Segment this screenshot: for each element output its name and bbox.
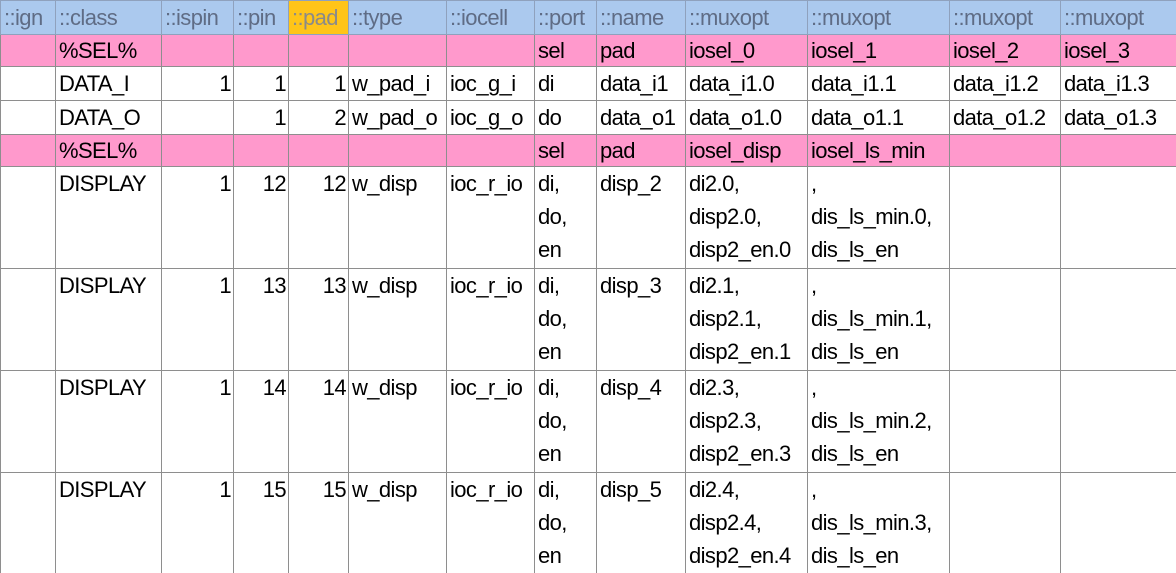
cell[interactable] [162,135,234,167]
cell[interactable]: 13 [289,269,349,371]
cell[interactable]: 2 [289,101,349,135]
sel-row [1,35,1176,67]
cell-line: di, [538,375,560,400]
cell-line: , [811,273,817,298]
cell[interactable] [1,269,56,371]
column-header-pad[interactable]: ::pad [289,1,349,35]
cell[interactable]: DISPLAY [56,269,162,371]
cell[interactable] [1,101,56,135]
cell-line: en [538,237,562,262]
cell[interactable] [808,371,950,473]
cell[interactable] [1,67,56,101]
data-row [1,371,1176,473]
cell[interactable]: w_disp [349,371,447,473]
cell[interactable]: 1 [162,269,234,371]
cell-line: disp2_en.3 [689,441,791,466]
header-row [1,1,1176,35]
cell[interactable]: data_o1.2 [950,101,1061,135]
column-header-type[interactable]: ::type [349,1,447,35]
cell-line: di2.0, [689,171,740,196]
cell[interactable]: ioc_r_io [447,269,535,371]
cell[interactable]: ioc_g_i [447,67,535,101]
cell[interactable] [1061,269,1176,371]
cell[interactable]: w_pad_i [349,67,447,101]
cell[interactable] [162,101,234,135]
cell[interactable] [535,269,597,371]
cell[interactable] [950,371,1061,473]
cell[interactable]: 14 [289,371,349,473]
cell[interactable] [447,35,535,67]
column-header-class[interactable]: ::class [56,1,162,35]
cell[interactable] [1061,167,1176,269]
cell[interactable] [349,35,447,67]
cell-line: disp2.4, [689,510,762,535]
cell[interactable] [1,167,56,269]
cell-line: dis_ls_en [811,543,899,568]
cell[interactable]: iosel_3 [1061,35,1176,67]
cell-line: , [811,171,817,196]
cell[interactable] [1,371,56,473]
cell-line: do, [538,408,567,433]
cell[interactable]: data_i1.0 [686,67,808,101]
cell[interactable] [1,35,56,67]
cell[interactable] [1,473,56,573]
cell[interactable]: di [535,67,597,101]
data-row [1,67,1176,101]
cell-line: do, [538,204,567,229]
cell[interactable]: data_i1.2 [950,67,1061,101]
cell[interactable]: w_disp [349,167,447,269]
cell[interactable] [686,167,808,269]
cell[interactable]: DATA_I [56,67,162,101]
cell[interactable]: pad [597,135,686,167]
cell-line: di, [538,273,560,298]
cell[interactable]: DISPLAY [56,473,162,573]
cell[interactable]: iosel_ls_min [808,135,950,167]
cell-line: do, [538,306,567,331]
cell[interactable]: 12 [234,167,289,269]
cell[interactable]: pad [597,35,686,67]
cell[interactable]: disp_3 [597,269,686,371]
cell[interactable]: 1 [162,67,234,101]
cell-line: dis_ls_min.1, [811,306,932,331]
cell[interactable]: 1 [289,67,349,101]
cell[interactable] [289,135,349,167]
cell[interactable]: sel [535,35,597,67]
column-header-port[interactable]: ::port [535,1,597,35]
cell-line: dis_ls_en [811,441,899,466]
column-header-muxopt-9[interactable]: ::muxopt [686,1,808,35]
cell[interactable] [686,371,808,473]
cell[interactable]: 1 [234,67,289,101]
cell[interactable] [349,135,447,167]
cell[interactable] [535,371,597,473]
cell[interactable] [535,167,597,269]
cell-line: dis_ls_min.3, [811,510,932,535]
data-row [1,167,1176,269]
cell[interactable] [808,269,950,371]
cell[interactable]: %SEL% [56,35,162,67]
column-header-name[interactable]: ::name [597,1,686,35]
cell[interactable] [1061,473,1176,573]
cell[interactable] [950,135,1061,167]
cell-line: disp2.1, [689,306,762,331]
cell[interactable] [1061,371,1176,473]
cell[interactable]: disp_4 [597,371,686,473]
cell[interactable] [950,167,1061,269]
cell[interactable]: 14 [234,371,289,473]
cell[interactable] [447,135,535,167]
cell-line: dis_ls_en [811,339,899,364]
cell[interactable]: DISPLAY [56,167,162,269]
cell[interactable]: data_i1.1 [808,67,950,101]
cell[interactable]: 1 [162,167,234,269]
column-header-muxopt-11[interactable]: ::muxopt [950,1,1061,35]
column-header-muxopt-12[interactable]: ::muxopt [1061,1,1176,35]
cell[interactable]: data_o1 [597,101,686,135]
cell[interactable]: DATA_O [56,101,162,135]
cell-line: di2.3, [689,375,740,400]
cell-line: dis_ls_min.2, [811,408,932,433]
cell[interactable] [234,135,289,167]
cell[interactable]: sel [535,135,597,167]
column-header-ign[interactable]: ::ign [1,1,56,35]
cell[interactable]: data_o1.1 [808,101,950,135]
cell[interactable]: ioc_g_o [447,101,535,135]
cell[interactable]: w_pad_o [349,101,447,135]
cell-line: disp2.3, [689,408,762,433]
cell-line: disp2_en.4 [689,543,791,568]
column-header-ispin[interactable]: ::ispin [162,1,234,35]
cell-line: disp2.0, [689,204,762,229]
cell[interactable] [686,269,808,371]
cell[interactable]: iosel_2 [950,35,1061,67]
data-row [1,101,1176,135]
cell-line: di, [538,171,560,196]
cell[interactable]: data_o1.0 [686,101,808,135]
cell[interactable] [950,473,1061,573]
cell-line: disp2_en.1 [689,339,791,364]
cell[interactable]: w_disp [349,473,447,573]
cell[interactable]: data_o1.3 [1061,101,1176,135]
column-header-muxopt-10[interactable]: ::muxopt [808,1,950,35]
cell-line: do, [538,510,567,535]
cell[interactable] [1061,135,1176,167]
cell[interactable] [234,35,289,67]
cell[interactable] [808,473,950,573]
cell[interactable]: 1 [162,371,234,473]
cell[interactable]: 1 [162,473,234,573]
cell[interactable]: ioc_r_io [447,473,535,573]
cell-line: dis_ls_min.0, [811,204,932,229]
cell-line: di2.1, [689,273,740,298]
data-row [1,269,1176,371]
cell[interactable]: DISPLAY [56,371,162,473]
cell-line: en [538,543,562,568]
cell-line: di2.4, [689,477,740,502]
data-row [1,473,1176,573]
cell[interactable]: %SEL% [56,135,162,167]
cell[interactable] [1,135,56,167]
cell[interactable] [289,35,349,67]
cell[interactable]: 1 [234,101,289,135]
cell[interactable]: do [535,101,597,135]
cell-line: en [538,441,562,466]
cell[interactable] [535,473,597,573]
cell[interactable]: 13 [234,269,289,371]
cell[interactable]: iosel_0 [686,35,808,67]
cell[interactable]: disp_2 [597,167,686,269]
cell[interactable]: data_i1 [597,67,686,101]
cell[interactable]: iosel_1 [808,35,950,67]
cell-line: dis_ls_en [811,237,899,262]
cell-line: en [538,339,562,364]
cell[interactable]: 15 [289,473,349,573]
cell[interactable] [808,167,950,269]
cell[interactable]: ioc_r_io [447,167,535,269]
cell-line: , [811,375,817,400]
cell[interactable]: iosel_disp [686,135,808,167]
cell[interactable]: ioc_r_io [447,371,535,473]
column-header-pin[interactable]: ::pin [234,1,289,35]
cell[interactable]: 15 [234,473,289,573]
cell[interactable] [162,35,234,67]
cell[interactable]: w_disp [349,269,447,371]
sel-row [1,135,1176,167]
cell[interactable]: disp_5 [597,473,686,573]
cell[interactable] [686,473,808,573]
cell-line: di, [538,477,560,502]
cell[interactable]: data_i1.3 [1061,67,1176,101]
cell-line: , [811,477,817,502]
cell[interactable] [950,269,1061,371]
cell-line: disp2_en.0 [689,237,791,262]
cell[interactable]: 12 [289,167,349,269]
column-header-iocell[interactable]: ::iocell [447,1,535,35]
